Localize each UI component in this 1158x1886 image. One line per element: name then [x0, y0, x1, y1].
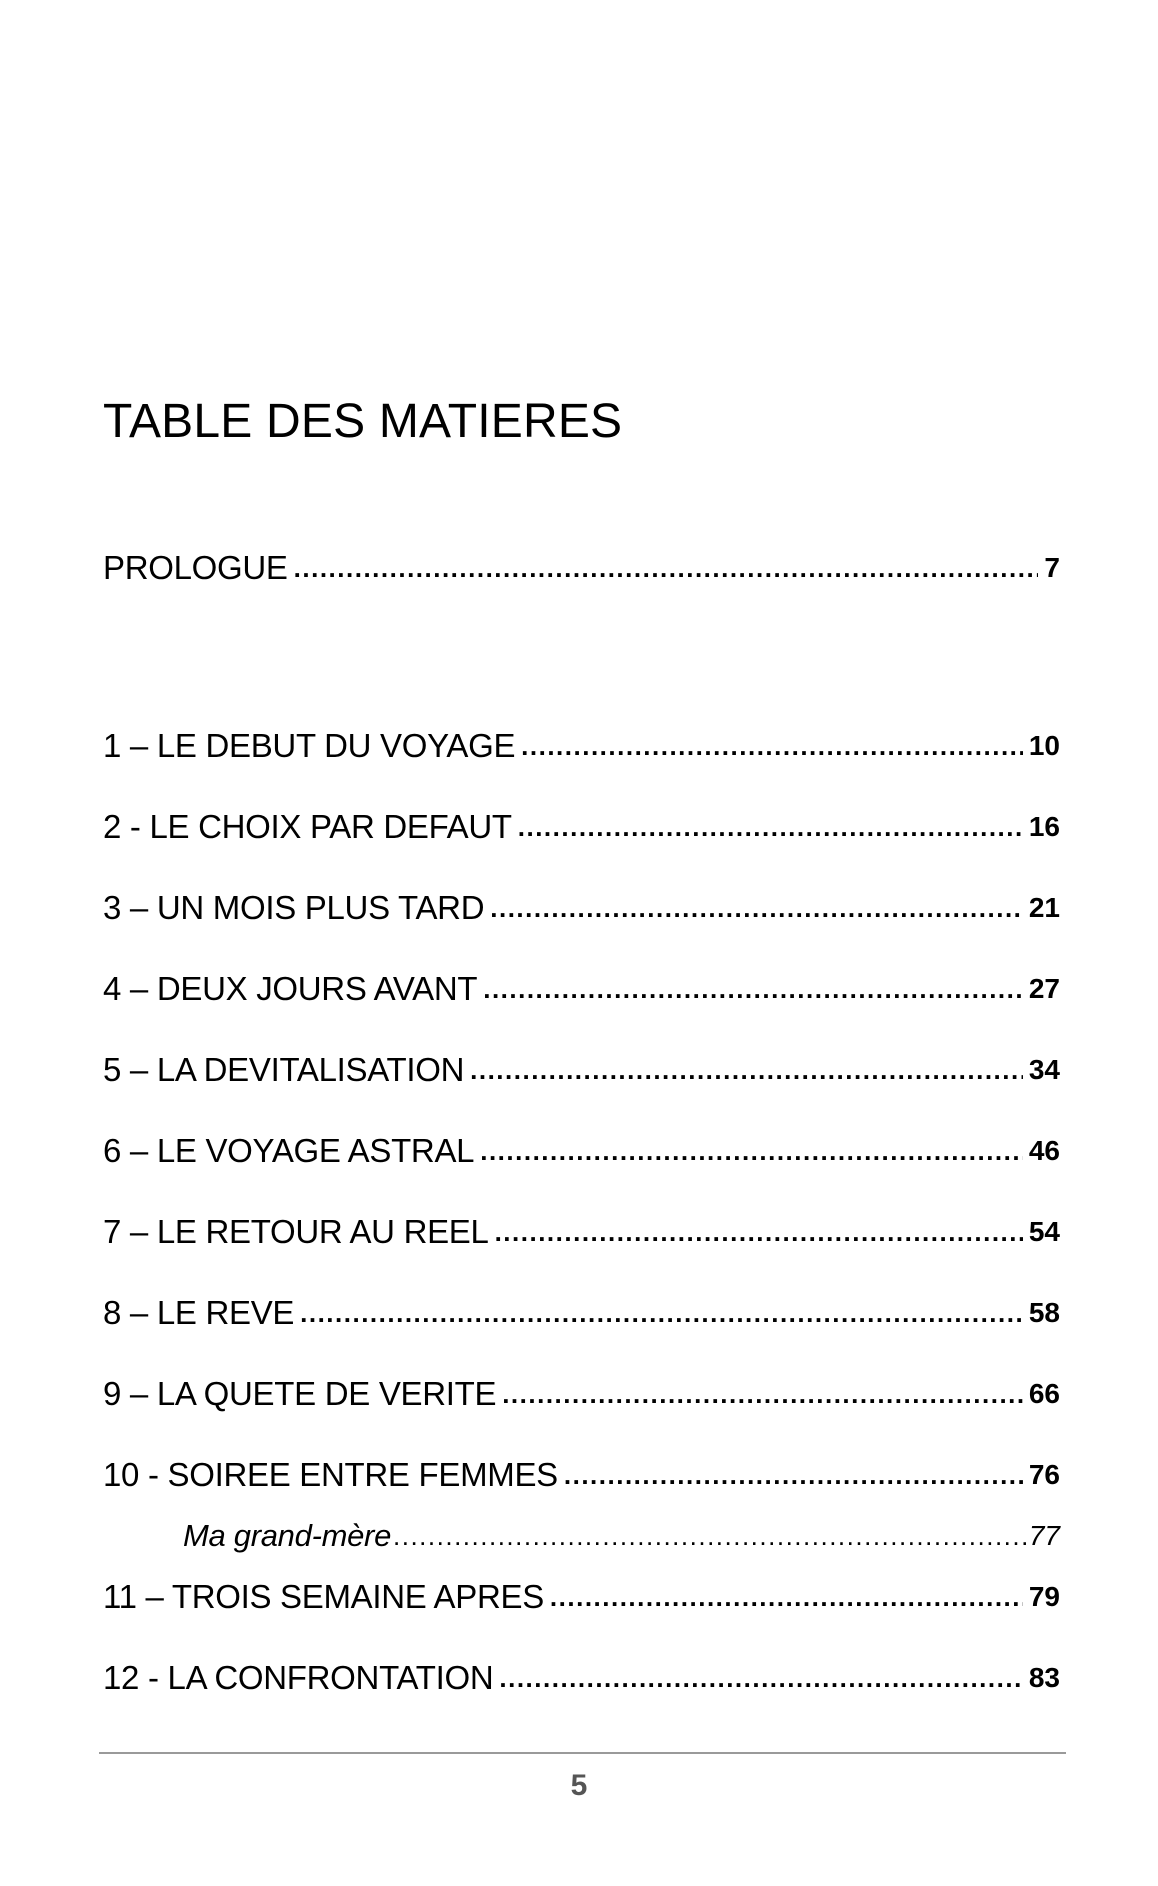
toc-entry-label: 4 – DEUX JOURS AVANT	[103, 970, 478, 1007]
toc-entry-page: 76	[1028, 1459, 1060, 1490]
dot-leader	[495, 1212, 1023, 1252]
dot-leader	[564, 1455, 1023, 1495]
toc-entry-chapter-9[interactable]	[103, 1370, 1060, 1414]
toc-entry-page: 54	[1028, 1216, 1060, 1247]
dot-leader	[499, 1658, 1022, 1698]
toc-entry-page: 27	[1028, 973, 1060, 1004]
toc-entry-label: 9 – LA QUETE DE VERITE	[103, 1375, 497, 1412]
toc-entry-label: 6 – LE VOYAGE ASTRAL	[103, 1132, 475, 1169]
toc-entry-label: 5 – LA DEVITALISATION	[103, 1051, 465, 1088]
toc-title: TABLE DES MATIERES	[103, 395, 623, 448]
toc-entry-page: 21	[1028, 892, 1060, 923]
footer-divider	[99, 1752, 1066, 1754]
toc-entry-page: 58	[1028, 1297, 1060, 1328]
toc-entry-page: 46	[1028, 1135, 1060, 1166]
toc-entry-label: 8 – LE REVE	[103, 1294, 295, 1331]
toc-entry-label: 10 - SOIREE ENTRE FEMMES	[103, 1456, 558, 1493]
dot-leader	[470, 1050, 1023, 1090]
toc-entry-label: 3 – UN MOIS PLUS TARD	[103, 889, 485, 926]
toc-entry-chapter-7[interactable]	[103, 1208, 1060, 1252]
toc-entry-chapter-1[interactable]	[103, 722, 1060, 766]
dot-leader	[294, 548, 1039, 588]
toc-entry-chapter-11[interactable]	[103, 1573, 1060, 1617]
dot-leader	[490, 888, 1023, 928]
dot-leader	[502, 1374, 1023, 1414]
toc-entry-page: 7	[1044, 552, 1060, 583]
toc-entry-chapter-4[interactable]	[103, 965, 1060, 1009]
dot-leader	[550, 1577, 1023, 1617]
toc-entry-chapter-2[interactable]	[103, 803, 1060, 847]
dot-leader	[521, 726, 1023, 766]
page-number: 5	[570, 1769, 588, 1802]
toc-entry-label: 12 - LA CONFRONTATION	[103, 1659, 494, 1696]
toc-entry-chapter-5[interactable]	[103, 1046, 1060, 1090]
toc-entry-page: 83	[1028, 1662, 1060, 1693]
toc-entry-label: 11 – TROIS SEMAINE APRES	[103, 1578, 544, 1615]
toc-entry-label: 7 – LE RETOUR AU REEL	[103, 1213, 489, 1250]
toc-entry-chapter-6[interactable]	[103, 1127, 1060, 1171]
toc-entry-chapter-12[interactable]	[103, 1654, 1060, 1698]
toc-entry-prologue[interactable]	[103, 544, 1060, 588]
toc-entry-page: 10	[1028, 730, 1060, 761]
toc-entry-label: 1 – LE DEBUT DU VOYAGE	[103, 727, 516, 764]
toc-entry-chapter-3[interactable]	[103, 884, 1060, 928]
dot-leader	[483, 969, 1023, 1009]
toc-entry-page: 16	[1028, 811, 1060, 842]
toc-entry-label: PROLOGUE	[103, 549, 288, 586]
toc-entry-page: 79	[1028, 1581, 1060, 1612]
dot-leader	[393, 1516, 1027, 1556]
toc-entry-chapter-8[interactable]	[103, 1289, 1060, 1333]
toc-entry-label: Ma grand-mère	[183, 1518, 392, 1553]
toc-subentry-ma-grand-mere[interactable]	[183, 1512, 1060, 1556]
toc-entry-label: 2 - LE CHOIX PAR DEFAUT	[103, 808, 512, 845]
toc-entry-page: 77	[1028, 1520, 1060, 1551]
toc-entry-page: 34	[1028, 1054, 1060, 1085]
toc-entry-page: 66	[1028, 1378, 1060, 1409]
dot-leader	[300, 1293, 1023, 1333]
dot-leader	[480, 1131, 1023, 1171]
toc-entry-chapter-10[interactable]	[103, 1451, 1060, 1495]
dot-leader	[518, 807, 1023, 847]
